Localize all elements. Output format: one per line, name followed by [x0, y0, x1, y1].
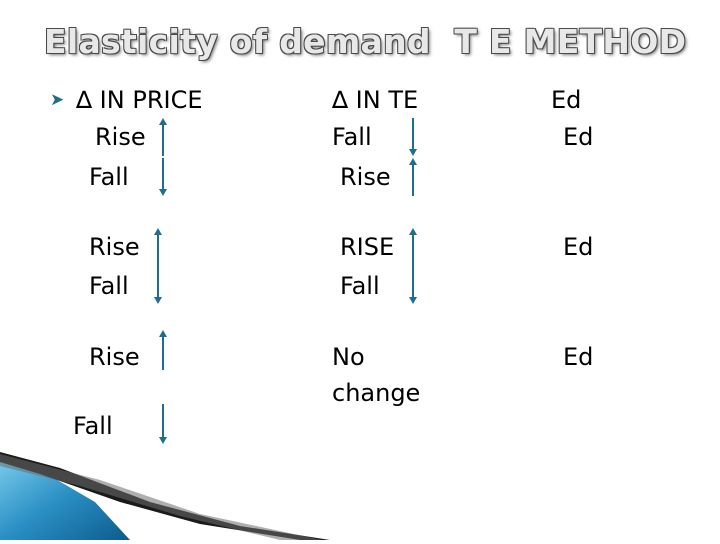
row2-price-line1: Rise [89, 233, 140, 261]
row2-price-line2: Fall [89, 272, 129, 300]
up-arrow-icon [158, 118, 168, 156]
up-arrow-icon [153, 228, 163, 266]
row3-price-line2: Fall [73, 412, 113, 440]
row2-ed: Ed [563, 233, 594, 261]
up-arrow-icon [158, 330, 168, 370]
down-arrow-icon [158, 404, 168, 444]
row3-te-line2: change [332, 379, 421, 407]
row1-te-line1: Fall [332, 123, 372, 151]
row3-price-line1: Rise [89, 343, 140, 371]
row2-te-line1: RISE [340, 233, 395, 261]
row1-te-line2: Rise [340, 163, 391, 191]
up-arrow-icon [408, 228, 418, 266]
header-ed: Ed [551, 86, 582, 114]
row1-price-line2: Fall [89, 163, 129, 191]
decorative-corner-swoosh [0, 440, 330, 540]
row2-te-line2: Fall [340, 272, 380, 300]
up-arrow-icon [408, 158, 418, 196]
bullet-arrow-icon: ➤ [50, 90, 65, 110]
slide-title: Elasticity of demand T E METHOD [44, 22, 687, 61]
header-price: ∆ IN PRICE [76, 86, 203, 114]
row1-ed: Ed [563, 123, 594, 151]
down-arrow-icon [408, 118, 418, 156]
down-arrow-icon [153, 266, 163, 304]
row3-te-line1: No [332, 343, 365, 371]
header-te: ∆ IN TE [332, 86, 419, 114]
row1-price-line1: Rise [95, 123, 146, 151]
down-arrow-icon [408, 266, 418, 304]
row3-ed: Ed [563, 343, 594, 371]
down-arrow-icon [158, 158, 168, 196]
